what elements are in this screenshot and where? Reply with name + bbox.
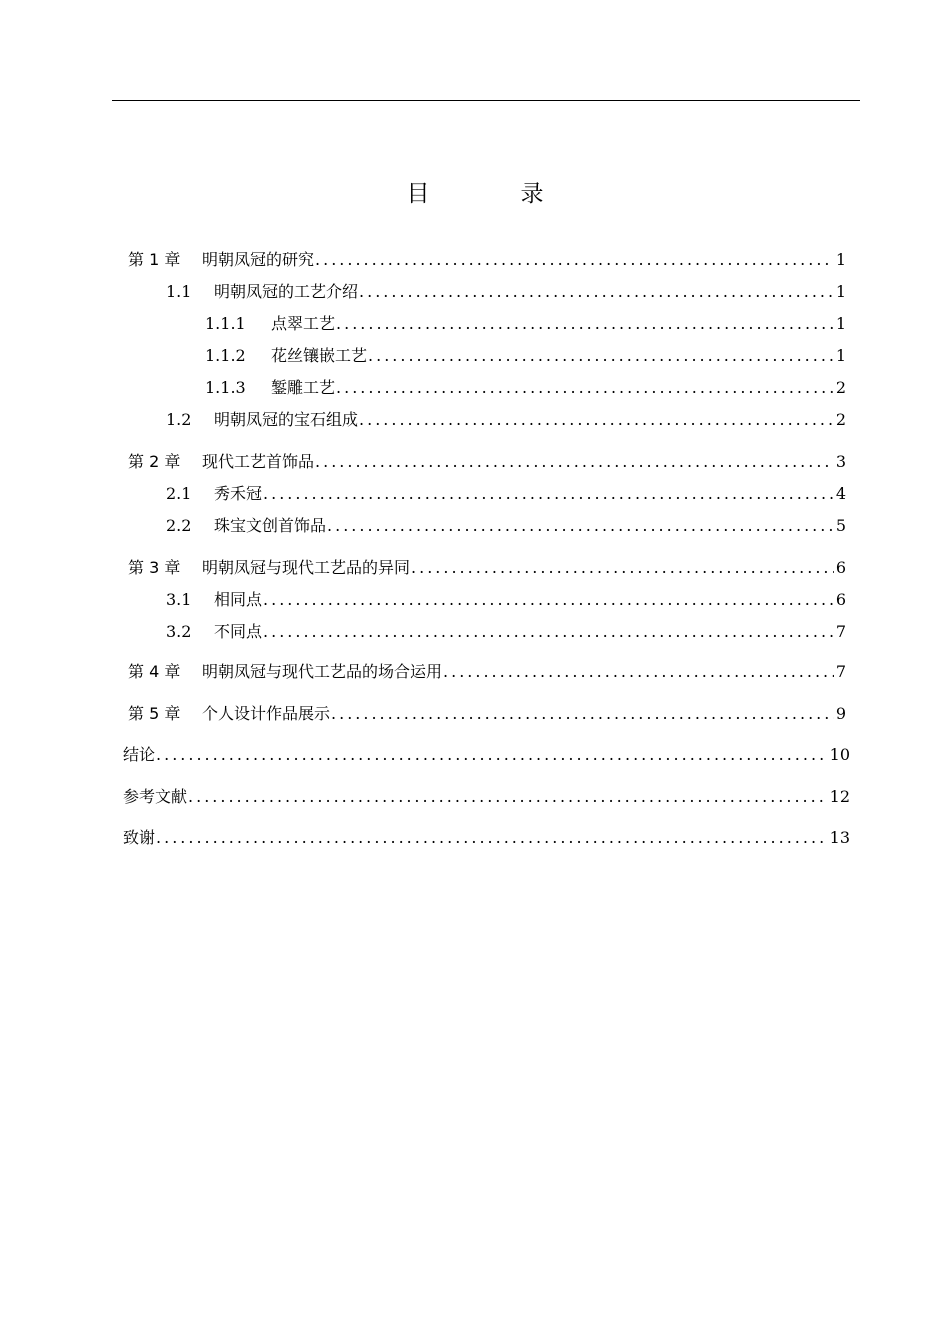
toc-entry-chapter-4[interactable] <box>128 661 846 683</box>
toc-entry-title: 明朝凤冠与现代工艺品的异同 <box>202 558 411 577</box>
toc-entry-page: 5 <box>835 516 846 535</box>
toc-entry-section-3-2[interactable] <box>166 621 846 643</box>
toc-entry-section-1-1-2[interactable] <box>205 345 846 367</box>
toc-entry-section-1-1[interactable] <box>166 281 846 303</box>
toc-entry-chapter-3[interactable] <box>128 557 846 579</box>
toc-entry-title: 明朝凤冠的研究 <box>202 250 315 269</box>
toc-leader-dots <box>411 557 834 579</box>
toc-entry-title: 明朝凤冠与现代工艺品的场合运用 <box>202 662 443 681</box>
toc-entry-conclusion[interactable] <box>123 744 850 766</box>
toc-entry-number: 第 1 章 <box>128 250 181 269</box>
toc-entry-number: 2.2 <box>166 516 192 535</box>
toc-title: 目 录 <box>406 181 578 207</box>
toc-entry-page: 7 <box>835 662 846 681</box>
toc-entry-number: 1.2 <box>166 410 192 429</box>
toc-entry-title: 致谢 <box>123 828 156 847</box>
toc-entry-page: 9 <box>835 704 846 723</box>
toc-entry-page: 10 <box>829 745 850 764</box>
toc-entry-title: 个人设计作品展示 <box>202 704 331 723</box>
toc-leader-dots <box>336 377 834 399</box>
toc-entry-page: 13 <box>829 828 850 847</box>
toc-entry-title: 不同点 <box>214 622 263 641</box>
toc-entry-number: 1.1.3 <box>205 378 246 397</box>
toc-entry-title: 结论 <box>123 745 156 764</box>
toc-entry-page: 1 <box>835 282 846 301</box>
toc-entry-number: 第 4 章 <box>128 662 181 681</box>
toc-entry-title: 秀禾冠 <box>214 484 263 503</box>
toc-entry-acknowledgements[interactable] <box>123 827 850 849</box>
toc-entry-section-3-1[interactable] <box>166 589 846 611</box>
toc-entry-number: 2.1 <box>166 484 192 503</box>
toc-entry-title: 现代工艺首饰品 <box>202 452 315 471</box>
toc-leader-dots <box>443 661 834 683</box>
toc-leader-dots <box>263 589 834 611</box>
toc-entry-title: 明朝凤冠的工艺介绍 <box>214 282 359 301</box>
toc-entry-number: 1.1.2 <box>205 346 246 365</box>
toc-entry-title: 点翠工艺 <box>271 314 336 333</box>
toc-leader-dots <box>331 703 834 725</box>
toc-entry-title: 錾雕工艺 <box>271 378 336 397</box>
toc-entry-title: 明朝凤冠的宝石组成 <box>214 410 359 429</box>
toc-entry-page: 1 <box>835 250 846 269</box>
toc-entry-section-1-2[interactable] <box>166 409 846 431</box>
toc-entry-page: 7 <box>835 622 846 641</box>
toc-entry-page: 1 <box>835 346 846 365</box>
toc-entry-page: 1 <box>835 314 846 333</box>
toc-entry-page: 2 <box>835 410 846 429</box>
toc-leader-dots <box>336 313 834 335</box>
toc-entry-number: 1.1 <box>166 282 192 301</box>
toc-entry-title: 花丝镶嵌工艺 <box>271 346 368 365</box>
toc-entry-page: 3 <box>835 452 846 471</box>
toc-entry-number: 3.2 <box>166 622 192 641</box>
toc-entry-chapter-5[interactable] <box>128 703 846 725</box>
toc-leader-dots <box>359 409 834 431</box>
toc-entry-number: 第 5 章 <box>128 704 181 723</box>
toc-entry-chapter-1[interactable] <box>128 249 846 271</box>
toc-entry-page: 4 <box>835 484 846 503</box>
toc-entry-number: 3.1 <box>166 590 192 609</box>
toc-leader-dots <box>156 744 828 766</box>
toc-entry-number: 第 2 章 <box>128 452 181 471</box>
toc-leader-dots <box>188 786 828 808</box>
toc-entry-section-1-1-1[interactable] <box>205 313 846 335</box>
toc-entry-title: 参考文献 <box>123 787 188 806</box>
toc-entry-chapter-2[interactable] <box>128 451 846 473</box>
toc-entry-title: 珠宝文创首饰品 <box>214 516 327 535</box>
toc-entry-page: 6 <box>835 590 846 609</box>
toc-leader-dots <box>315 249 834 271</box>
toc-entry-references[interactable] <box>123 786 850 808</box>
toc-entry-title: 相同点 <box>214 590 263 609</box>
toc-leader-dots <box>327 515 834 537</box>
toc-leader-dots <box>359 281 834 303</box>
toc-leader-dots <box>263 483 834 505</box>
toc-entry-section-1-1-3[interactable] <box>205 377 846 399</box>
toc-leader-dots <box>263 621 834 643</box>
toc-leader-dots <box>315 451 834 473</box>
toc-entry-page: 2 <box>835 378 846 397</box>
toc-entry-page: 12 <box>829 787 850 806</box>
toc-leader-dots <box>368 345 834 367</box>
toc-entry-number: 1.1.1 <box>205 314 246 333</box>
toc-entry-section-2-1[interactable] <box>166 483 846 505</box>
header-rule <box>112 100 860 101</box>
toc-leader-dots <box>156 827 828 849</box>
toc-entry-page: 6 <box>835 558 846 577</box>
toc-entry-number: 第 3 章 <box>128 558 181 577</box>
toc-entry-section-2-2[interactable] <box>166 515 846 537</box>
